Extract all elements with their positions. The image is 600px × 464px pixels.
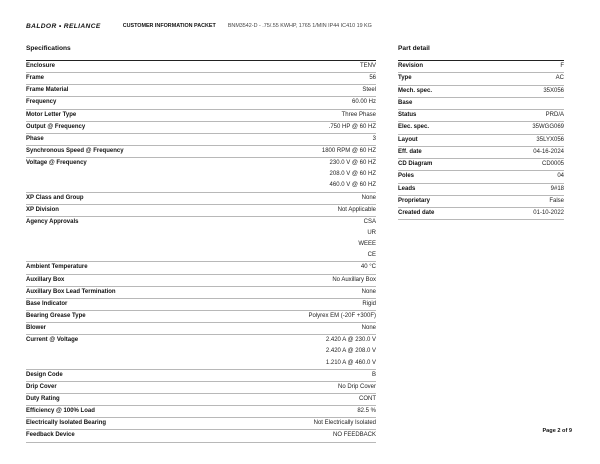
row-value: Not Applicable [337, 206, 376, 213]
row-value: 01-10-2022 [533, 210, 564, 216]
table-row [26, 158, 376, 192]
row-label: Blower [26, 325, 47, 332]
row-value: 208.0 V @ 60 HZ [329, 171, 376, 178]
table-row [26, 335, 376, 369]
row-label: Created date [398, 210, 435, 216]
row-value: False [549, 197, 564, 204]
row-values [352, 97, 376, 108]
row-label: Voltage @ Frequency [26, 160, 87, 167]
row-values [373, 134, 376, 145]
table-row [398, 98, 564, 110]
document-title: CUSTOMER INFORMATION PACKET [122, 23, 216, 29]
row-value: CE [367, 252, 376, 259]
row-label: Motor Letter Type [26, 111, 77, 118]
row-values [326, 335, 376, 368]
row-values [322, 146, 376, 157]
row-label: Agency Approvals [26, 218, 79, 225]
table-row [398, 159, 564, 171]
row-values [362, 299, 376, 310]
table-row [26, 275, 376, 287]
row-value: TENV [359, 63, 376, 69]
row-label: Frame Material [26, 87, 69, 94]
row-values [542, 159, 564, 170]
row-label: Output @ Frequency [26, 123, 86, 130]
row-value: AC [555, 75, 564, 82]
table-row [398, 122, 564, 134]
row-label: CD Diagram [398, 161, 433, 167]
row-values [357, 406, 376, 417]
row-value: 1.210 A @ 460.0 V [325, 359, 376, 366]
row-value: F [560, 63, 564, 69]
part-detail-table [398, 60, 564, 220]
row-values [532, 122, 564, 133]
row-label: Design Code [26, 371, 63, 378]
row-label: Status [398, 112, 417, 118]
row-value: None [361, 194, 376, 201]
row-label: Proprietary [398, 197, 431, 204]
table-row [26, 299, 376, 311]
row-value: 35WGG069 [532, 124, 564, 131]
row-values [372, 370, 376, 381]
row-label: Electrically Isolated Bearing [26, 420, 107, 427]
row-value: 56 [369, 75, 376, 82]
row-value: CONT [359, 395, 376, 402]
row-value: Three Phase [341, 111, 376, 118]
row-value: B [371, 371, 376, 378]
row-value: 60.00 Hz [351, 99, 376, 106]
row-label: XP Class and Group [26, 194, 84, 201]
row-value: None [361, 325, 376, 332]
row-values [536, 135, 564, 146]
table-row [26, 287, 376, 299]
table-row [398, 196, 564, 208]
row-values [546, 110, 564, 121]
row-label: Poles [398, 173, 415, 180]
row-value: WEEE [358, 241, 376, 248]
table-row [26, 61, 376, 73]
row-values [333, 430, 376, 441]
row-values [362, 287, 376, 298]
row-value: 3 [372, 135, 376, 142]
row-label: Phase [26, 135, 44, 142]
table-row [26, 122, 376, 134]
table-row [26, 193, 376, 205]
row-label: Drip Cover [26, 383, 57, 390]
document-header [26, 20, 574, 32]
row-label: Elec. spec. [398, 124, 430, 131]
row-value: CSA [363, 218, 376, 225]
row-values [314, 418, 376, 429]
row-value: PRD/A [545, 112, 564, 118]
row-label: Revision [398, 63, 424, 69]
row-values [556, 73, 564, 84]
row-label: Eff. date [398, 148, 422, 155]
row-value: NO FEEDBACK [332, 432, 376, 439]
row-value: None [361, 288, 376, 295]
row-values [332, 275, 376, 286]
row-label: Mech. spec. [398, 87, 433, 94]
row-value: 9#18 [550, 185, 564, 192]
row-values [362, 193, 376, 204]
row-value: No Drip Cover [337, 383, 376, 390]
row-values [533, 208, 564, 219]
row-values [338, 205, 376, 216]
row-value: 2.420 A @ 230.0 V [325, 337, 376, 344]
table-row [26, 370, 376, 382]
brand-logo: BALDOR • RELIANCE [26, 22, 101, 30]
row-value: 35X056 [543, 87, 564, 94]
row-values [549, 196, 564, 207]
row-value: No Auxillary Box [332, 276, 376, 283]
row-value: .750 HP @ 60 HZ [328, 123, 376, 130]
table-row [398, 171, 564, 183]
table-row [26, 110, 376, 122]
table-row [398, 135, 564, 147]
specifications-table [26, 60, 376, 443]
table-row [26, 262, 376, 274]
row-label: Synchronous Speed @ Frequency [26, 147, 124, 154]
row-values [342, 110, 376, 121]
row-values [330, 158, 376, 191]
table-row [26, 205, 376, 217]
row-label: Ambient Temperature [26, 264, 88, 271]
row-value: 35LYX056 [536, 136, 564, 143]
row-label: Bearing Grease Type [26, 312, 86, 319]
specifications-title: Specifications [26, 45, 71, 52]
row-values [338, 382, 376, 393]
row-value: 2.420 A @ 208.0 V [325, 348, 376, 355]
row-label: Base Indicator [26, 300, 68, 307]
row-value: 40 °C [360, 264, 376, 271]
page-number: Page 2 of 9 [542, 428, 572, 434]
row-value: 1800 RPM @ 60 HZ [321, 147, 376, 154]
table-row [398, 110, 564, 122]
row-values [359, 394, 376, 405]
part-detail-title: Part detail [398, 45, 430, 52]
table-row [26, 97, 376, 109]
row-values [369, 73, 376, 84]
table-row [398, 86, 564, 98]
row-values [329, 122, 376, 133]
table-row [26, 146, 376, 158]
row-value: 82.5 % [357, 408, 376, 415]
row-label: Feedback Device [26, 432, 75, 439]
row-values [308, 311, 376, 322]
row-values [551, 184, 564, 195]
row-values [560, 61, 564, 72]
table-row [26, 73, 376, 85]
row-values [358, 217, 376, 262]
row-label: Base [398, 99, 413, 106]
row-label: XP Division [26, 206, 59, 213]
row-values [543, 86, 564, 97]
table-row [26, 217, 376, 263]
row-value: 04 [557, 173, 564, 180]
row-value: Steel [362, 87, 376, 94]
row-value: UR [367, 229, 376, 236]
table-row [26, 323, 376, 335]
row-label: Leads [398, 185, 416, 192]
row-label: Duty Rating [26, 395, 60, 402]
document-subtitle: BNM3542-D - .75/.55 KWHP, 1765 1/MIN IP44 IC410 19 KG [227, 23, 372, 29]
table-row [26, 394, 376, 406]
row-label: Efficiency @ 100% Load [26, 408, 95, 415]
table-row [26, 311, 376, 323]
row-value: 04-16-2024 [533, 148, 564, 155]
table-row [26, 430, 376, 442]
table-row [26, 406, 376, 418]
row-values [557, 171, 564, 182]
row-label: Type [398, 75, 412, 82]
row-label: Current @ Voltage [26, 337, 79, 344]
row-value: CD0005 [541, 161, 564, 167]
row-label: Frame [26, 75, 45, 82]
row-value: 230.0 V @ 60 HZ [329, 160, 376, 167]
row-label: Auxillary Box [26, 276, 65, 283]
table-row [398, 184, 564, 196]
row-label: Auxillary Box Lead Termination [26, 288, 116, 295]
table-row [26, 134, 376, 146]
row-value: Not Electrically Isolated [313, 420, 376, 427]
row-value: Polyrex EM (-20F +300F) [308, 312, 376, 319]
row-values [362, 323, 376, 334]
row-label: Frequency [26, 99, 57, 106]
table-row [398, 147, 564, 159]
row-label: Layout [398, 136, 418, 143]
table-row [26, 382, 376, 394]
table-row [26, 85, 376, 97]
row-values [362, 85, 376, 96]
row-value: Rigid [362, 300, 376, 307]
table-row [398, 61, 564, 73]
table-row [398, 208, 564, 220]
row-values [361, 262, 376, 273]
row-value: 460.0 V @ 60 HZ [329, 182, 376, 189]
table-row [398, 73, 564, 85]
row-values [533, 147, 564, 158]
table-row [26, 418, 376, 430]
row-label: Enclosure [26, 63, 56, 69]
row-values [360, 61, 376, 72]
